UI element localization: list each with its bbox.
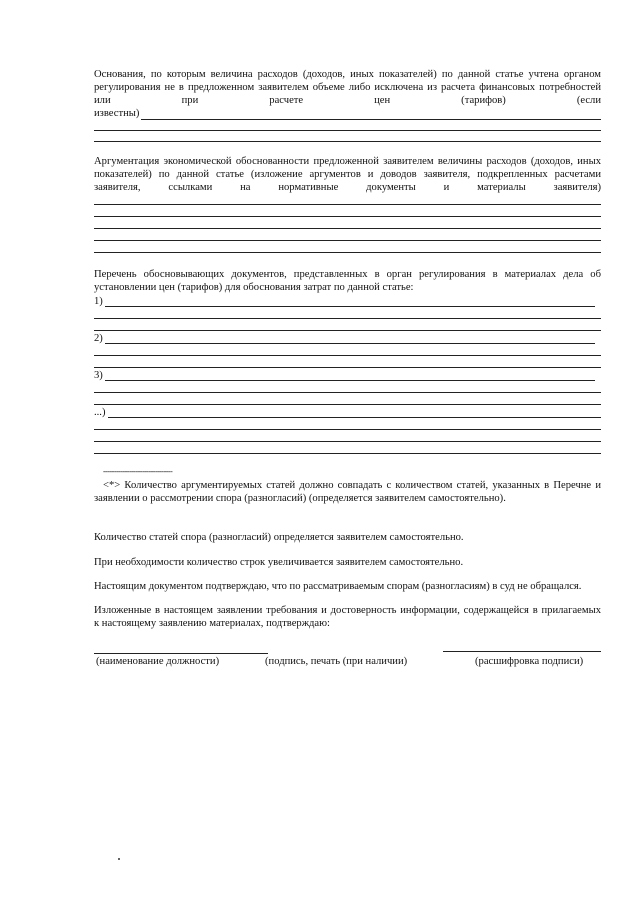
fill-line[interactable] (105, 380, 595, 381)
fill-line[interactable] (94, 252, 601, 253)
section-grounds-line-3: или при расчете цен (тарифов) (если (94, 95, 601, 106)
decode-line[interactable] (443, 651, 601, 652)
footnote-line-2: заявлении о рассмотрении спора (разногласий) (определяется заявителем самостоятельно). (94, 493, 506, 504)
fill-line[interactable] (108, 417, 601, 418)
section-argumentation-line-1: Аргументация экономической обоснованности предложенной заявителем величины расходов (доходов, иных (94, 156, 601, 167)
footnote-line-1: <*> Количество аргументируемых статей должно совпадать с количеством статей, указанных в Перечне и (103, 480, 601, 491)
section-documents-line-1: Перечень обосновывающих документов, представленных в орган регулирования в материалах дела об (94, 269, 601, 280)
fill-line[interactable] (94, 228, 601, 229)
fill-line[interactable] (94, 392, 601, 393)
fill-line[interactable] (94, 453, 601, 454)
fill-line[interactable] (105, 343, 595, 344)
fill-line[interactable] (94, 355, 601, 356)
list-item-number: 3) (94, 370, 103, 381)
paragraph-count: Количество статей спора (разногласий) определяется заявителем самостоятельно. (94, 532, 464, 543)
section-grounds-line-2: регулирования не в предложенном заявителем объеме либо исключена из расчета финансовых потребностей (94, 82, 601, 93)
section-argumentation-line-2: показателей) по данной статье (изложение аргументов и доводов заявителя, подкрепленных расчетами (94, 169, 601, 180)
paragraph-court: Настоящим документом подтверждаю, что по рассматриваемым спорам (разногласиям) в суд не обращался. (94, 581, 582, 592)
fill-line[interactable] (141, 119, 601, 120)
list-item-number: 2) (94, 333, 103, 344)
fill-line[interactable] (105, 306, 595, 307)
section-grounds-line-1: Основания, по которым величина расходов (доходов, иных показателей) по данной статье учтена органом (94, 69, 601, 80)
fill-line[interactable] (94, 141, 601, 142)
position-caption: (наименование должности) (96, 656, 220, 667)
paragraph-confirm-line-2: к настоящему заявлению материалах, подтверждаю: (94, 618, 330, 629)
fill-line[interactable] (94, 330, 601, 331)
list-item-number: ...) (94, 407, 106, 418)
list-item-number: 1) (94, 296, 103, 307)
position-line[interactable] (94, 653, 268, 654)
decode-caption: (расшифровка подписи) (475, 656, 584, 667)
fill-line[interactable] (94, 367, 601, 368)
section-documents-line-2: установлении цен (тарифов) для обоснования затрат по данной статье: (94, 282, 414, 293)
signature-caption: (подпись, печать (при наличии) (265, 656, 408, 667)
section-argumentation-line-3: заявителя, ссылками на нормативные документы и материалы заявителя) (94, 182, 601, 193)
paragraph-rows: При необходимости количество строк увеличивается заявителем самостоятельно. (94, 557, 464, 568)
section-grounds-last: известны) (94, 108, 140, 119)
fill-line[interactable] (94, 429, 601, 430)
fill-line[interactable] (94, 130, 601, 131)
fill-line[interactable] (94, 318, 601, 319)
paragraph-confirm-line-1: Изложенные в настоящем заявлении требования и достоверность информации, содержащейся в прилагаемых (94, 605, 601, 616)
fill-line[interactable] (94, 204, 601, 205)
fill-line[interactable] (94, 216, 601, 217)
fill-line[interactable] (94, 404, 601, 405)
footnote-separator: -------------------------------- (103, 467, 173, 476)
fill-line[interactable] (94, 441, 601, 442)
scan-speck (118, 858, 120, 860)
fill-line[interactable] (94, 240, 601, 241)
